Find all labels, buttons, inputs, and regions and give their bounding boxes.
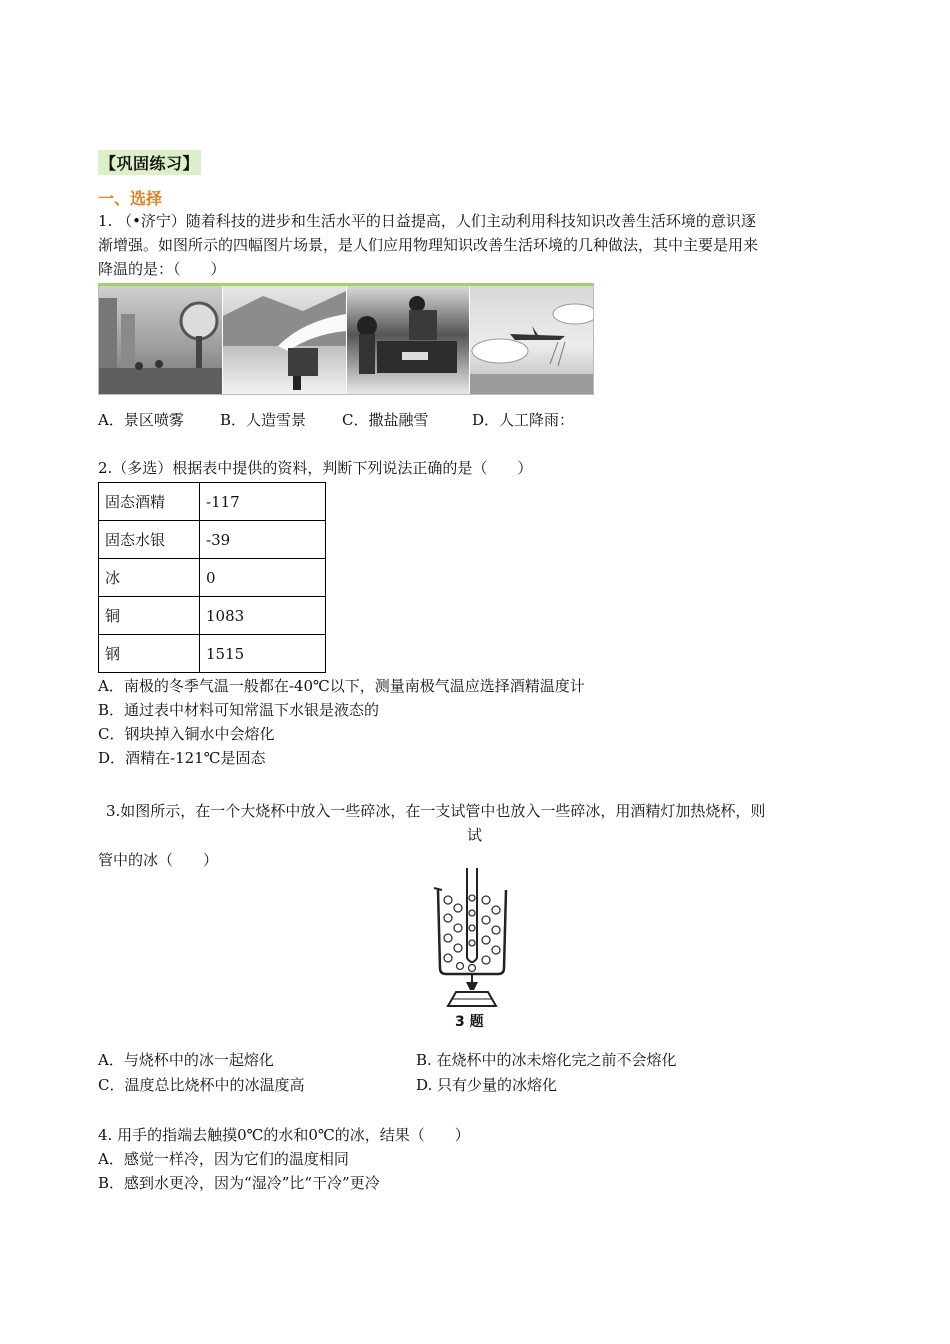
q1-line-1: 1. （•济宁）随着科技的进步和生活水平的日益提高，人们主动利用科技知识改善生活环境的意识逐 [98,212,756,230]
q1-photo-strip [98,283,594,395]
q3-option-b: B. 在烧杯中的冰未熔化完之前不会熔化 [416,1051,677,1069]
q4-stem: 4. 用手的指端去触摸0℃的水和0℃的冰，结果（ ） [98,1126,470,1144]
q4-option-a: A．感觉一样冷，因为它们的温度相同 [98,1150,349,1168]
table-row [99,483,326,521]
table-cell: 冰 [99,559,200,597]
table-cell: -117 [200,483,326,521]
q2-option-d: D．酒精在-121℃是固态 [98,749,266,767]
q2-option-c: C．钢块掉入铜水中会熔化 [98,725,275,743]
table-cell: 固态水银 [99,521,200,559]
q3-line-1-wrap: 试 [467,826,483,844]
q1-option-c: C．撒盐融雪 [342,411,429,429]
q3-option-c: C．温度总比烧杯中的冰温度高 [98,1076,305,1094]
q4-option-b: B．感到水更冷，因为“湿冷”比“干冷”更冷 [98,1174,380,1192]
table-row [99,521,326,559]
melting-point-table [98,482,326,673]
q2-stem: 2.（多选）根据表中提供的资料，判断下列说法正确的是（ ） [98,459,533,477]
photo-artificial-snow [223,286,347,394]
q3-option-a: A．与烧杯中的冰一起熔化 [98,1051,274,1069]
practice-heading: 【巩固练习】 [98,150,201,175]
table-cell: 1515 [200,635,326,673]
q1-line-2: 渐增强。如图所示的四幅图片场景，是人们应用物理知识改善生活环境的几种做法，其中主要是用来 [98,236,759,254]
q3-line-1: 3.如图所示，在一个大烧杯中放入一些碎冰，在一支试管中也放入一些碎冰，用酒精灯加热烧杯，则 [106,802,766,820]
q1-option-a: A．景区喷雾 [98,411,184,429]
table-cell: -39 [200,521,326,559]
beaker-figure [430,868,514,1032]
table-cell: 钢 [99,635,200,673]
photo-artificial-rain [470,286,593,394]
table-cell: 铜 [99,597,200,635]
photo-salt-snowmelt [347,286,471,394]
photo-scenic-spray [99,286,223,394]
table-row [99,559,326,597]
q1-line-3: 降温的是：（ ） [98,260,226,278]
table-cell: 1083 [200,597,326,635]
q2-option-a: A．南极的冬季气温一般都在-40℃以下，测量南极气温应选择酒精温度计 [98,677,585,695]
q1-option-d: D．人工降雨： [472,411,575,429]
q1-option-b: B．人造雪景 [220,411,307,429]
figure-caption: 3 题 [455,1014,484,1030]
table-cell: 0 [200,559,326,597]
table-row [99,635,326,673]
q3-line-2: 管中的冰（ ） [98,851,219,869]
table-row [99,597,326,635]
q2-option-b: B．通过表中材料可知常温下水银是液态的 [98,701,380,719]
section-title: 一、选择 [98,189,163,208]
q3-option-d: D. 只有少量的冰熔化 [416,1076,558,1094]
table-cell: 固态酒精 [99,483,200,521]
